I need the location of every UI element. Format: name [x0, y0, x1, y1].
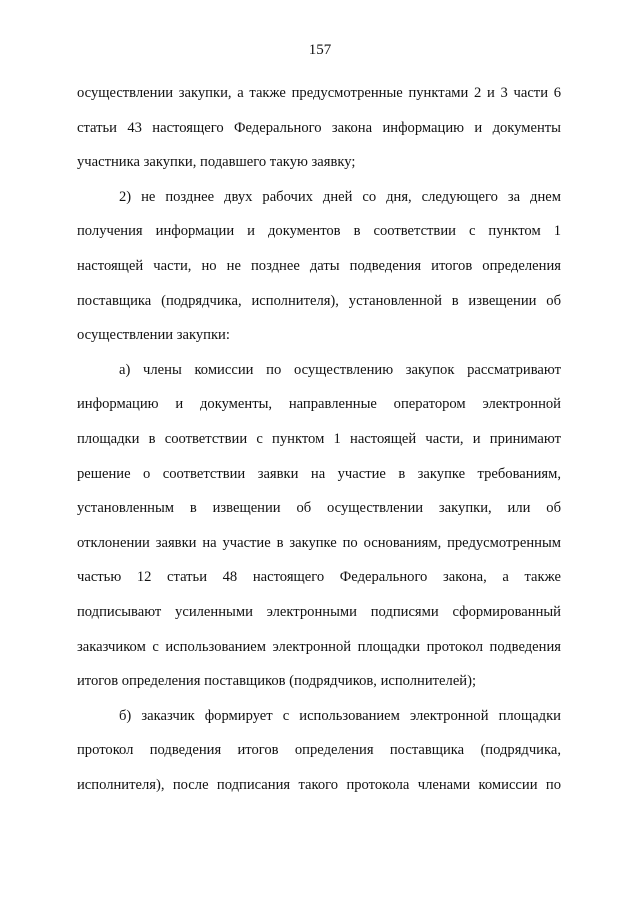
- text-line: протокол подведения итогов определения поставщика (подрядчика,: [77, 742, 561, 759]
- text-line: статьи 43 настоящего Федерального закона информацию и документы: [77, 119, 561, 136]
- text-line: установленным в извещении об осуществлении закупки, или об: [77, 500, 561, 517]
- paragraph-3: [77, 353, 561, 699]
- page-number: 157: [308, 42, 332, 58]
- paragraph-1: [77, 76, 561, 180]
- text-line: отклонении заявки на участие в закупке по основаниям, предусмотренным: [77, 534, 561, 551]
- body-text: [77, 76, 561, 802]
- text-line: 2) не позднее двух рабочих дней со дня, следующего за днем: [119, 188, 561, 205]
- text-line: подписывают усиленными электронными подписями сформированный: [77, 603, 561, 620]
- text-line: частью 12 статьи 48 настоящего Федерального закона, а также: [77, 569, 561, 586]
- text-line: осуществлении закупки:: [77, 327, 230, 344]
- text-line: решение о соответствии заявки на участие в закупке требованиям,: [77, 465, 561, 482]
- text-line: итогов определения поставщиков (подрядчиков, исполнителей);: [77, 673, 477, 690]
- paragraph-2: [77, 180, 561, 353]
- text-line: получения информации и документов в соответствии с пунктом 1: [77, 223, 561, 240]
- text-line: заказчиком с использованием электронной площадки протокол подведения: [77, 638, 561, 655]
- text-line: настоящей части, но не позднее даты подведения итогов определения: [77, 257, 561, 274]
- text-line: информацию и документы, направленные оператором электронной: [77, 396, 561, 413]
- text-line: б) заказчик формирует с использованием электронной площадки: [119, 707, 561, 724]
- text-line: осуществлении закупки, а также предусмотренные пунктами 2 и 3 части 6: [77, 85, 561, 101]
- text-line: исполнителя), после подписания такого протокола членами комиссии по: [77, 776, 561, 793]
- text-line: площадки в соответствии с пунктом 1 настоящей части, и принимают: [77, 430, 561, 447]
- text-line: участника закупки, подавшего такую заявку;: [77, 154, 356, 171]
- paragraph-4: [77, 699, 561, 803]
- text-line: поставщика (подрядчика, исполнителя), установленной в извещении об: [77, 292, 561, 309]
- text-line: а) члены комиссии по осуществлению закупок рассматривают: [119, 361, 561, 378]
